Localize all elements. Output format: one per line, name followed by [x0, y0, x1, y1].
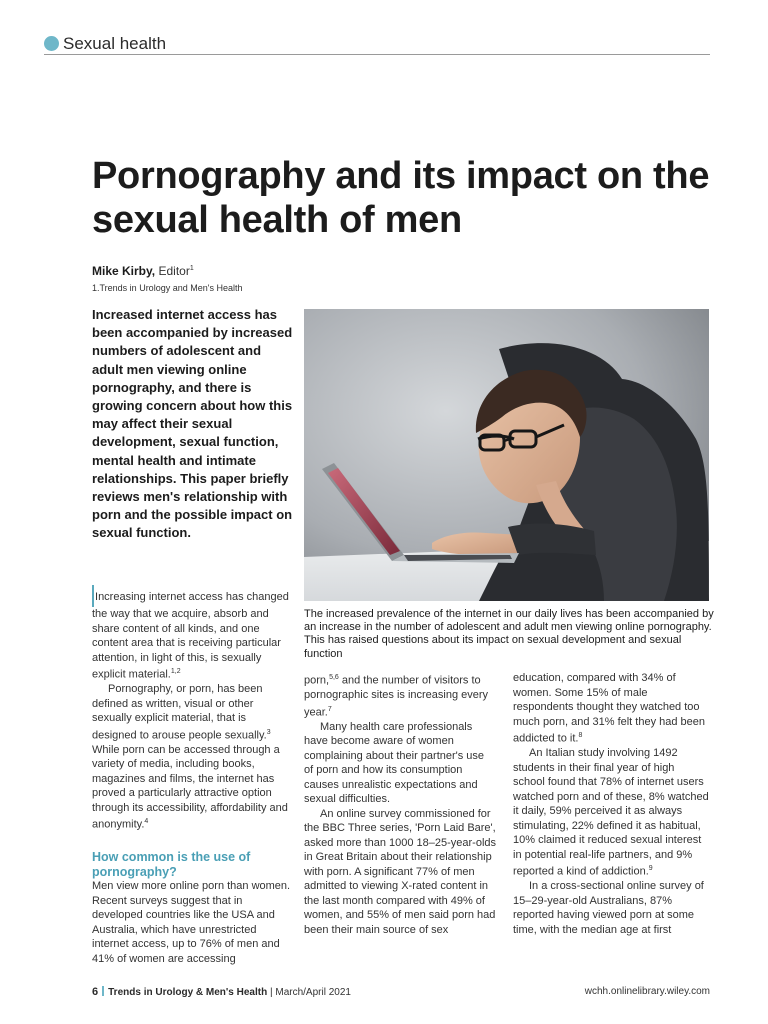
author-affiliation: 1.Trends in Urology and Men's Health [92, 283, 243, 293]
paragraph: Increasing internet access has changed the way that we acquire, absorb and share content of all kinds, and one content area that is receiving particular attention, in light of this, is sexually explicit material.$^{1,2}$ [92, 585, 292, 682]
journal-name: Trends in Urology & Men's Health [108, 987, 268, 998]
dropcap-letter: I [95, 591, 99, 603]
dropcap-bar [92, 585, 94, 607]
page-number: 6 [92, 986, 99, 998]
citation-ref: 8 [578, 732, 583, 739]
image-caption: The increased prevalence of the internet in our daily lives has been accompanied by an increase in the number of adolescent and adult men viewing online pornography. This has raised questions about its impact on sexual development and sexual function [304, 608, 714, 660]
abstract: Increased internet access has been accompanied by increased numbers of adolescent and adult men viewing online pornography, and there is growing concern about how this may affect their sexual development, sexual function, mental health and intimate relationships. This paper briefly reviews men's relationship with porn and the possible impact on sexual function. [92, 307, 293, 541]
paragraph: Men view more online porn than women. Recent surveys suggest that in developed countries like the USA and Australia, which have unrestricted internet access, up to 76% of men and 41% of women are accessing [92, 880, 291, 965]
citation-ref: 5,6 [329, 674, 339, 681]
paragraph: An Italian study involving 1492 students in their final year of high school found that 78% of internet users watched porn and of these, 8% watched it daily, 59% perceived it as always stimulating, 22% defined it as habitual, 10% claimed it reduced sexual interest in potential real-life partners, and 9% reported a kind of addiction.$^9$ [513, 747, 709, 878]
section-header [44, 34, 710, 55]
section-dot-icon [44, 36, 59, 51]
paragraph: Pornography, or porn, has been defined as written, visual or other sexually explicit material, that is designed to arouse people sexually.$^3$ While porn can be accessed through a variety of media, including books, magazines and films, the internet has proved a particularly attractive option through its accessibility, affordability and anonymity.$^4$ [92, 683, 288, 831]
author-sup: 1 [189, 265, 194, 272]
section-label: Sexual health [63, 34, 167, 53]
paragraph: Many health care professionals have become aware of women complaining about their partner's use of porn and how its consumption causes unrealistic expectations and sexual difficulties. [304, 720, 485, 806]
citation-ref: 7 [327, 705, 332, 713]
body-column-1 [92, 585, 292, 966]
journal-issue: March/April 2021 [275, 987, 351, 998]
subheading: How common is the use of pornography? [92, 850, 251, 879]
citation-ref: 1,2 [170, 668, 181, 675]
article-photo [304, 309, 709, 601]
author-role: Editor [158, 264, 190, 278]
body-column-2 [304, 671, 496, 937]
paragraph: In a cross-sectional online survey of 15–29-year-old Australians, 87% reported having viewed porn at some time, with the median age at first [513, 880, 704, 936]
author-name: Mike Kirby, [92, 264, 156, 278]
body-column-3 [513, 671, 709, 937]
citation-ref: 4 [144, 818, 149, 826]
citation-ref: 3 [266, 728, 271, 736]
paragraph: education, compared with 34% of women. Some 15% of male respondents thought they watched too much porn, and 31% felt they had been addicted to it.$^8$ [513, 672, 706, 745]
citation-ref: 9 [648, 865, 653, 873]
article-title: Pornography and its impact on the sexual health of men [92, 155, 710, 241]
page-footer: 6 Trends in Urology & Men's Health | March/April 2021 wchh.onlinelibrary.wiley.com [92, 986, 710, 998]
website-link[interactable]: wchh.onlinelibrary.wiley.com [584, 986, 710, 997]
footer-divider-icon [102, 986, 104, 996]
byline [92, 262, 194, 278]
paragraph: An online survey commissioned for the BBC Three series, 'Porn Laid Bare', asked more than 1000 18–25-year-olds in Great Britain about their relationship with porn. A significant 77% of men admitted to viewing X-rated content in the last month compared with 49% of women, and 55% of men said porn had been their main source of sex [304, 807, 497, 936]
paragraph: porn,$^{5,6}$ and the number of visitors to pornographic sites is increasing every year.$^7$ [304, 674, 489, 719]
